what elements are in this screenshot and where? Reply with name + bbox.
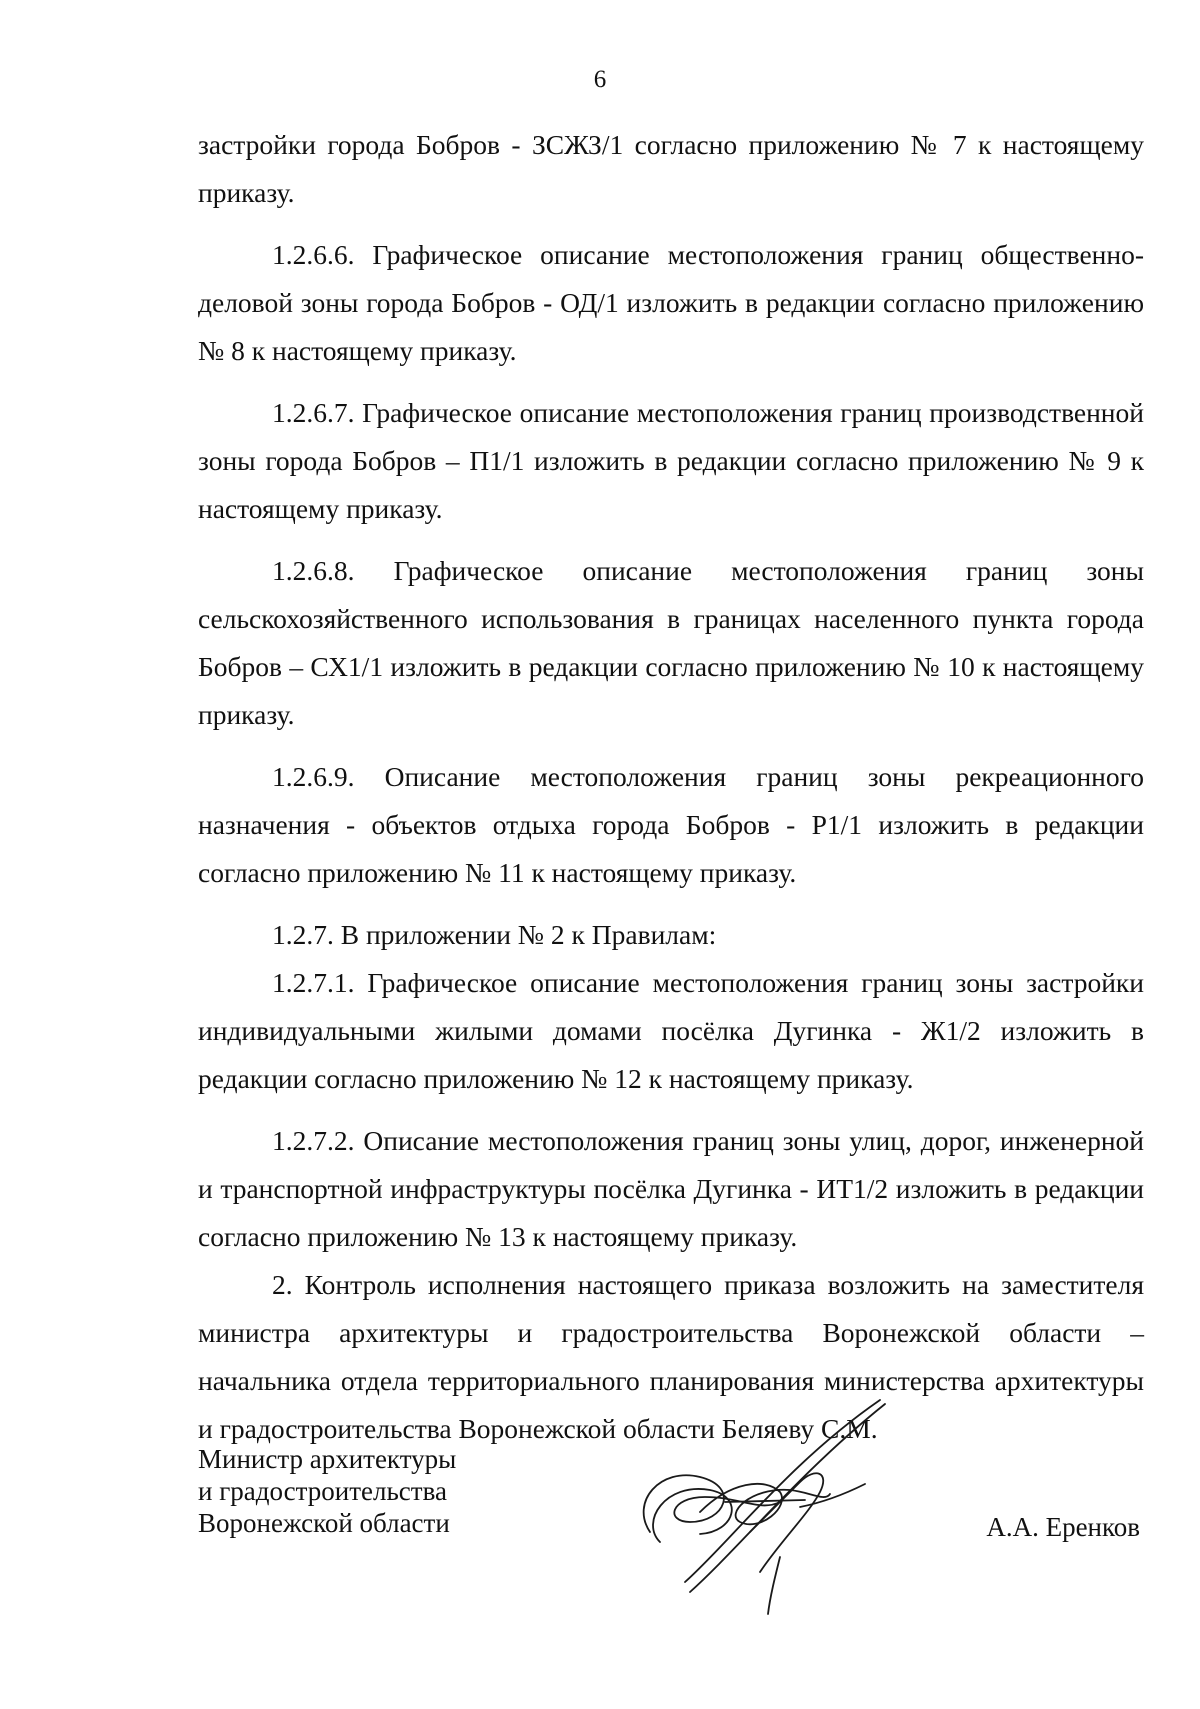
paragraph-continuation: застройки города Бобров - ЗСЖЗ/1 согласно приложению № 7 к настоящему приказу.	[198, 129, 1144, 208]
paragraph-1-2-7-1: 1.2.7.1. Графическое описание местоположения границ зоны застройки индивидуальными жилыми домами посёлка Дугинка - Ж1/2 изложить в редакции согласно приложению № 12 к настоящему приказу.	[198, 967, 1144, 1094]
paragraph-1-2-6-6: 1.2.6.6. Графическое описание местоположения границ общественно-деловой зоны города Бобров - ОД/1 изложить в редакции согласно приложению № 8 к настоящему приказу.	[198, 239, 1144, 366]
paragraph-2: 2. Контроль исполнения настоящего приказа возложить на заместителя министра архитектуры и градостроительства Воронежской области – начальника отдела территориального планирования министерства архитектуры и градостроительства Воронежской области Беляеву С.М.	[198, 1269, 1144, 1444]
position-line: Воронежской области	[198, 1508, 450, 1538]
paragraph-1-2-6-7: 1.2.6.7. Графическое описание местоположения границ производственной зоны города Бобров – П1/1 изложить в редакции согласно приложению № 9 к настоящему приказу.	[198, 397, 1144, 524]
paragraph-1-2-7: 1.2.7. В приложении № 2 к Правилам:	[272, 919, 717, 950]
paragraph-1-2-6-8: 1.2.6.8. Графическое описание местоположения границ зоны сельскохозяйственного использования в границах населенного пункта города Бобров – СХ1/1 изложить в редакции согласно приложению № 10 к настоящему приказу.	[198, 555, 1144, 730]
handwritten-signature	[630, 1382, 930, 1622]
page-number: 6	[593, 66, 607, 93]
position-line: Министр архитектуры	[198, 1444, 457, 1474]
document-body	[198, 121, 1144, 1453]
position-line: и градостроительства	[198, 1476, 447, 1506]
paragraph-1-2-6-9: 1.2.6.9. Описание местоположения границ зоны рекреационного назначения - объектов отдыха города Бобров - Р1/1 изложить в редакции согласно приложению № 11 к настоящему приказу.	[198, 761, 1144, 888]
signatory-position	[198, 1443, 456, 1539]
signatory-name: А.А. Еренков	[986, 1512, 1140, 1542]
paragraph-1-2-7-2: 1.2.7.2. Описание местоположения границ зоны улиц, дорог, инженерной и транспортной инфраструктуры посёлка Дугинка - ИТ1/2 изложить в редакции согласно приложению № 13 к настоящему приказу.	[198, 1125, 1144, 1252]
